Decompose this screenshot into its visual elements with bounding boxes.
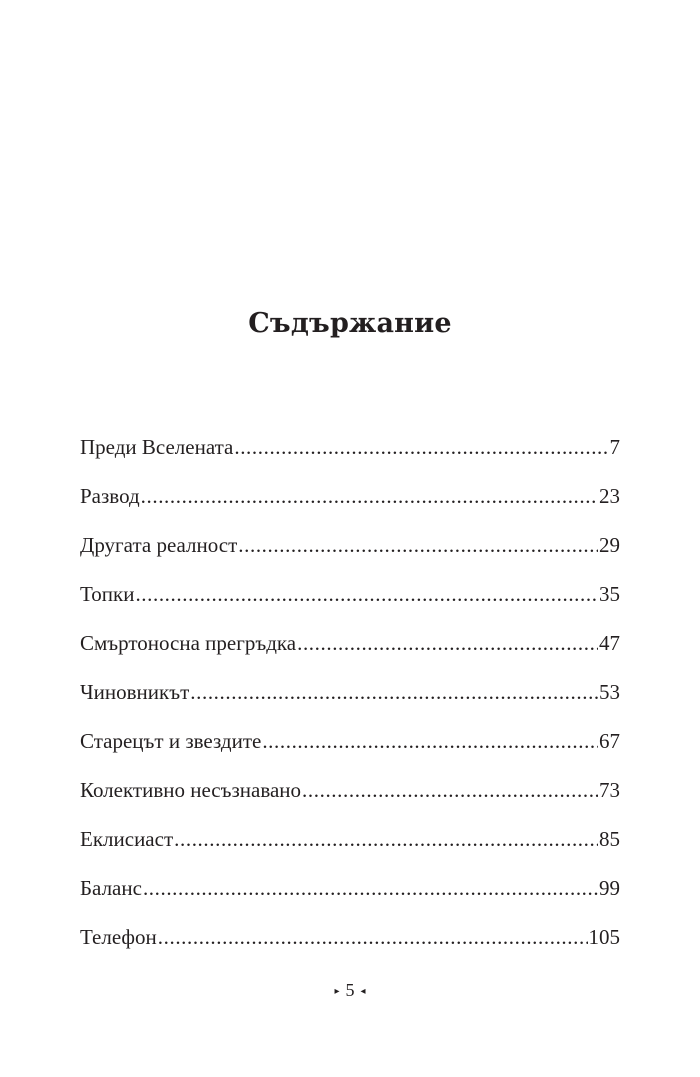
toc-entry-title: Другата реалност	[80, 533, 238, 557]
toc-entry-title: Телефон	[80, 925, 157, 949]
toc-dot-leader	[238, 527, 598, 563]
toc-entry	[80, 576, 620, 625]
toc-entry-page: 7	[609, 435, 620, 459]
toc-dot-leader	[143, 870, 598, 906]
toc-dot-leader	[234, 429, 608, 465]
toc-dot-leader	[141, 478, 598, 514]
toc-entry-title: Баланс	[80, 876, 142, 900]
toc-dot-leader	[262, 723, 598, 759]
table-of-contents	[80, 429, 620, 968]
toc-entry-title: Смъртоносна прегръдка	[80, 631, 297, 655]
toc-entry	[80, 919, 620, 968]
toc-entry-title: Развод	[80, 484, 140, 508]
toc-dot-leader	[297, 625, 598, 661]
toc-entry-page: 35	[599, 582, 620, 606]
right-pointer-icon: ▸	[334, 986, 340, 997]
toc-entry	[80, 870, 620, 919]
toc-entry-title: Преди Вселената	[80, 435, 234, 459]
toc-entry-page: 23	[599, 484, 620, 508]
page-title: Съдържание	[248, 308, 452, 339]
toc-dot-leader	[174, 821, 598, 857]
toc-entry-page: 85	[599, 827, 620, 851]
page-footer-folio	[0, 978, 700, 1004]
toc-entry-page: 67	[599, 729, 620, 753]
toc-entry	[80, 478, 620, 527]
toc-entry	[80, 772, 620, 821]
toc-entry-page: 47	[599, 631, 620, 655]
toc-entry-title: Старецът и звездите	[80, 729, 262, 753]
toc-entry-page: 99	[599, 876, 620, 900]
left-pointer-icon: ◂	[360, 986, 366, 997]
toc-entry	[80, 674, 620, 723]
toc-entry-title: Еклисиаст	[80, 827, 174, 851]
toc-entry	[80, 625, 620, 674]
toc-dot-leader	[190, 674, 598, 710]
toc-entry-page: 105	[588, 925, 620, 949]
toc-entry-page: 73	[599, 778, 620, 802]
toc-entry-title: Топки	[80, 582, 135, 606]
toc-dot-leader	[302, 772, 598, 808]
toc-entry-page: 29	[599, 533, 620, 557]
toc-dot-leader	[158, 919, 588, 955]
toc-entry	[80, 723, 620, 772]
toc-dot-leader	[135, 576, 598, 612]
toc-entry-title: Чиновникът	[80, 680, 190, 704]
toc-entry-title: Колективно несъзнавано	[80, 778, 302, 802]
toc-entry	[80, 527, 620, 576]
toc-entry	[80, 821, 620, 870]
toc-entry	[80, 429, 620, 478]
toc-entry-page: 53	[599, 680, 620, 704]
page-number: 5	[345, 980, 355, 1000]
